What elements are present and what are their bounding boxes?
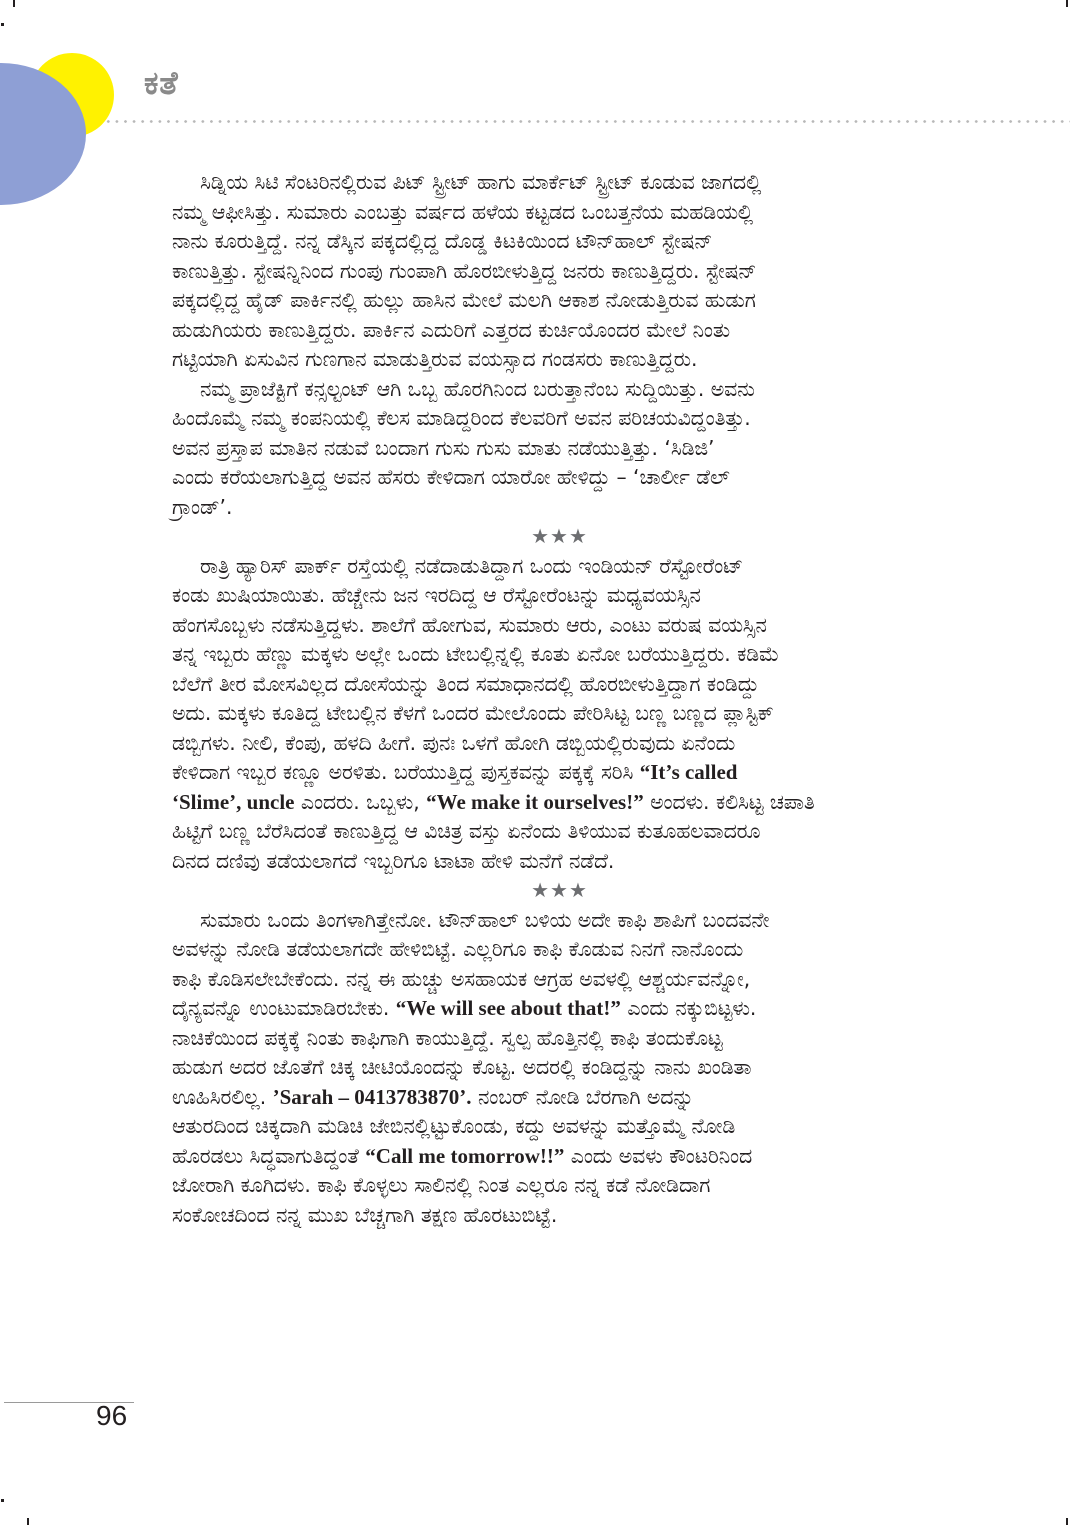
page-number: 96 [96, 1400, 128, 1431]
section-title: ಕತೆ [144, 64, 179, 102]
section-break-stars: ★★★ [531, 878, 588, 902]
text-line: ಗಟ್ಟಿಯಾಗಿ ಏಸುವಿನ ಗುಣಗಾನ ಮಾಡುತ್ತಿರುವ ವಯಸ್ಸಾದ ಗಂಡಸರು ಕಾಣುತ್ತಿದ್ದರು. [172, 347, 698, 371]
text-line: ಕಾಫಿ ಕೊಡಿಸಲೇಬೇಕೆಂದು. ನನ್ನ ಈ ಹುಚ್ಚು ಅಸಹಾಯಕ ಆಗ್ರಹ ಅವಳಲ್ಲಿ ಆಶ್ಚರ್ಯವನ್ನೋ, [172, 966, 751, 991]
paragraph-2 [172, 375, 947, 523]
text-line: ಹಿಟ್ಟಿಗೆ ಬಣ್ಣ ಬೆರೆಸಿದಂತೆ ಕಾಣುತ್ತಿದ್ದ ಆ ವಿಚಿತ್ರ ವಸ್ತು ಏನೆಂದು ತಿಳಿಯುವ ಕುತೂಹಲವಾದರೂ [172, 819, 761, 843]
dotted-divider [104, 120, 1070, 123]
paragraph-1 [172, 168, 947, 375]
paragraph-4 [172, 906, 947, 1231]
story-body [172, 168, 947, 1230]
text-run: ಎಂದು ನಕ್ಕುಬಿಟ್ಟಳು. [620, 996, 757, 1020]
text-line: ಹಿಂದೊಮ್ಮೆ ನಮ್ಮ ಕಂಪನಿಯಲ್ಲಿ ಕೆಲಸ ಮಾಡಿದ್ದರಿಂದ ಕೆಲವರಿಗೆ ಅವನ ಪರಿಚಯವಿದ್ದಂತಿತ್ತು. [172, 406, 751, 430]
text-run: ಊಹಿಸಿರಲಿಲ್ಲ. [172, 1084, 273, 1109]
crop-mark-bottom-right [1066, 1518, 1068, 1525]
text-run: ಹೊರಡಲು ಸಿದ್ಧವಾಗುತಿದ್ದಂತೆ [172, 1143, 366, 1168]
text-run: ಅಂದಳು. ಕಲಿಸಿಟ್ಟ ಚಪಾತಿ [643, 789, 815, 814]
text-line: ಹೆಂಗಸೊಬ್ಬಳು ನಡೆಸುತ್ತಿದ್ದಳು. ಶಾಲೆಗೆ ಹೋಗುವ, ಸುಮಾರು ಆರು, ಎಂಟು ವರುಷ ವಯಸ್ಸಿನ [172, 612, 767, 637]
crop-mark-left-lower [1, 1499, 4, 1502]
text-run: ಕೇಳಿದಾಗ ಇಬ್ಬರ ಕಣ್ಣೂ ಅರಳಿತು. ಬರೆಯುತ್ತಿದ್ದ ಪುಸ್ತಕವನ್ನು ಪಕ್ಕಕ್ಕೆ ಸರಿಸಿ [172, 760, 640, 784]
text-line: ಜೋರಾಗಿ ಕೂಗಿದಳು. ಕಾಫಿ ಕೊಳ್ಳಲು ಸಾಲಿನಲ್ಲಿ ನಿಂತ ಎಲ್ಲರೂ ನನ್ನ ಕಡೆ ನೋಡಿದಾಗ [172, 1173, 711, 1197]
text-line: ಸಿಡ್ನಿಯ ಸಿಟಿ ಸೆಂಟರಿನಲ್ಲಿರುವ ಪಿಟ್ ಸ್ಟ್ರೀಟ್ ಹಾಗು ಮಾರ್ಕೆಟ್ ಸ್ಟ್ರೀಟ್ ಕೂಡುವ ಜಾಗದಲ್ಲಿ [200, 170, 762, 194]
text-line: ನಾಚಿಕೆಯಿಂದ ಪಕ್ಕಕ್ಕೆ ನಿಂತು ಕಾಫಿಗಾಗಿ ಕಾಯುತ್ತಿದ್ದೆ. ಸ್ವಲ್ಪ ಹೊತ್ತಿನಲ್ಲಿ ಕಾಫಿ ತಂದುಕೊಟ್ಟ [172, 1025, 723, 1050]
text-line [172, 758, 947, 788]
text-line: ಅದು. ಮಕ್ಕಳು ಕೂತಿದ್ದ ಟೇಬಲ್ಲಿನ ಕೆಳಗೆ ಒಂದರ ಮೇಲೊಂದು ಪೇರಿಸಿಟ್ಟ ಬಣ್ಣ ಬಣ್ಣದ ಪ್ಲಾಸ್ಟಿಕ್ [172, 701, 774, 725]
crop-mark-bottom-left [27, 1518, 29, 1525]
english-quote: “Call me tomorrow!!” [365, 1143, 565, 1168]
text-line: ನಮ್ಮ ಆಫೀಸಿತ್ತು. ಸುಮಾರು ಎಂಬತ್ತು ವರ್ಷದ ಹಳೆಯ ಕಟ್ಟಡದ ಒಂಬತ್ತನೆಯ ಮಹಡಿಯಲ್ಲಿ [172, 199, 754, 224]
english-quote: “We will see about that!” [395, 996, 621, 1020]
paragraph-3 [172, 552, 947, 877]
crop-mark-left-upper [1, 23, 4, 26]
text-line [172, 1142, 947, 1172]
text-line: ದಿನದ ದಣಿವು ತಡೆಯಲಾಗದೆ ಇಬ್ಬರಿಗೂ ಟಾಟಾ ಹೇಳಿ ಮನೆಗೆ ನಡೆದೆ. [172, 848, 615, 873]
text-line: ಬೆಲೆಗೆ ತೀರ ಮೋಸವಿಲ್ಲದ ದೋಸೆಯನ್ನು ತಿಂದ ಸಮಾಧಾನದಲ್ಲಿ ಹೊರಬೀಳುತ್ತಿದ್ದಾಗ ಕಂಡಿದ್ದು [172, 671, 760, 696]
text-line: ಸಂಕೋಚದಿಂದ ನನ್ನ ಮುಖ ಬೆಚ್ಚಗಾಗಿ ತಕ್ಷಣ ಹೊರಟುಬಿಟ್ಟೆ. [172, 1202, 558, 1227]
crop-mark-top-left [13, 0, 15, 7]
text-run: ದೈನ್ಯವನ್ನೊ ಉಂಟುಮಾಡಿರಬೇಕು. [172, 996, 396, 1020]
text-line: ಡಬ್ಬಿಗಳು. ನೀಲಿ, ಕೆಂಪು, ಹಳದಿ ಹೀಗೆ. ಪುನಃ ಒಳಗೆ ಹೋಗಿ ಡಬ್ಬಿಯಲ್ಲಿರುವುದು ಏನೆಂದು [172, 730, 736, 755]
text-line [172, 788, 947, 818]
crop-mark-top-right [1066, 0, 1068, 7]
text-line: ಗ್ರಾಂಡ್’. [172, 494, 233, 519]
text-run: ಎಂದರು. ಒಬ್ಬಳು, [294, 789, 427, 814]
text-line [172, 994, 947, 1024]
english-phone-note: ’Sarah – 0413783870’. [272, 1084, 472, 1109]
english-quote: ‘Slime’, uncle [172, 789, 295, 814]
text-line: ಹುಡುಗಿಯರು ಕಾಣುತ್ತಿದ್ದರು. ಪಾರ್ಕಿನ ಎದುರಿಗೆ ಎತ್ತರದ ಕುರ್ಚಿಯೊಂದರ ಮೇಲೆ ನಿಂತು [172, 317, 731, 342]
text-line [172, 1083, 947, 1113]
text-line: ಕಾಣುತ್ತಿತ್ತು. ಸ್ಟೇಷನ್ನಿನಿಂದ ಗುಂಪು ಗುಂಪಾಗಿ ಹೊರಬೀಳುತ್ತಿದ್ದ ಜನರು ಕಾಣುತ್ತಿದ್ದರು. ಸ್ಟೇಷನ್ [172, 258, 757, 283]
text-line: ರಾತ್ರಿ ಹ್ಯಾರಿಸ್ ಪಾರ್ಕ್ ರಸ್ತೆಯಲ್ಲಿ ನಡೆದಾಡುತಿದ್ದಾಗ ಒಂದು ಇಂಡಿಯನ್ ರೆಸ್ಟೋರೆಂಟ್ [200, 553, 744, 578]
text-line: ಅವನ ಪ್ರಸ್ತಾಪ ಮಾತಿನ ನಡುವೆ ಬಂದಾಗ ಗುಸು ಗುಸು ಮಾತು ನಡೆಯುತ್ತಿತ್ತು. ‘ಸಿಡಿಜಿ’ [172, 435, 715, 460]
text-line: ಹುಡುಗ ಅದರ ಜೊತೆಗೆ ಚಿಕ್ಕ ಚೀಟಿಯೊಂದನ್ನು ಕೊಟ್ಟ. ಅದರಲ್ಲಿ ಕಂಡಿದ್ದನ್ನು ನಾನು ಖಂಡಿತಾ [172, 1055, 752, 1079]
section-break-stars: ★★★ [531, 524, 588, 548]
text-line: ಪಕ್ಕದಲ್ಲಿದ್ದ ಹೈಡ್ ಪಾರ್ಕಿನಲ್ಲಿ ಹುಲ್ಲು ಹಾಸಿನ ಮೇಲೆ ಮಲಗಿ ಆಕಾಶ ನೋಡುತ್ತಿರುವ ಹುಡುಗ [172, 288, 756, 312]
text-line: ಎಂದು ಕರೆಯಲಾಗುತ್ತಿದ್ದ ಅವನ ಹೆಸರು ಕೇಳಿದಾಗ ಯಾರೋ ಹೇಳಿದ್ದು – ‘ಚಾರ್ಲೀ ಡೆಲ್ [172, 465, 730, 489]
text-run: ಎಂದು ಅವಳು ಕೌಂಟರಿನಿಂದ [564, 1143, 753, 1168]
text-run: ನಂಬರ್ ನೋಡಿ ಬೆರಗಾಗಿ ಅದನ್ನು [471, 1084, 694, 1109]
english-quote: “We make it ourselves!” [426, 789, 644, 814]
text-line: ಅವಳನ್ನು ನೋಡಿ ತಡೆಯಲಾಗದೇ ಹೇಳಿಬಿಟ್ಟೆ. ಎಲ್ಲರಿಗೂ ಕಾಫಿ ಕೊಡುವ ನಿನಗೆ ನಾನೊಂದು [172, 937, 744, 961]
text-line: ಆತುರದಿಂದ ಚಿಕ್ಕದಾಗಿ ಮಡಿಚಿ ಜೇಬಿನಲ್ಲಿಟ್ಟುಕೊಂಡು, ಕದ್ದು ಅವಳನ್ನು ಮತ್ತೊಮ್ಮೆ ನೋಡಿ [172, 1114, 736, 1138]
text-line: ನಮ್ಮ ಪ್ರಾಜೆಕ್ಟಿಗೆ ಕನ್ಸಲ್ಟಂಟ್ ಆಗಿ ಒಬ್ಬ ಹೊರಗಿನಿಂದ ಬರುತ್ತಾನೆಂಬ ಸುದ್ದಿಯಿತ್ತು. ಅವನು [200, 376, 755, 401]
text-line: ನಾನು ಕೂರುತ್ತಿದ್ದೆ. ನನ್ನ ಡೆಸ್ಕಿನ ಪಕ್ಕದಲ್ಲಿದ್ದ ದೊಡ್ಡ ಕಿಟಕಿಯಿಂದ ಟೌನ್‌ಹಾಲ್ ಸ್ಟೇಷನ್ [172, 229, 713, 253]
text-line: ಸುಮಾರು ಒಂದು ತಿಂಗಳಾಗಿತ್ತೇನೋ. ಟೌನ್‌ಹಾಲ್ ಬಳಿಯ ಅದೇ ಕಾಫಿ ಶಾಪಿಗೆ ಬಂದವನೇ [200, 907, 770, 932]
text-line: ಕಂಡು ಖುಷಿಯಾಯಿತು. ಹೆಚ್ಚೇನು ಜನ ಇರದಿದ್ದ ಆ ರೆಸ್ಟೋರೆಂಟನ್ನು ಮಧ್ಯವಯಸ್ಸಿನ [172, 583, 701, 607]
english-quote: “It’s called [639, 760, 738, 784]
text-line: ತನ್ನ ಇಬ್ಬರು ಹೆಣ್ಣು ಮಕ್ಕಳು ಅಲ್ಲೇ ಒಂದು ಟೇಬಲ್ಲಿನ್ನಲ್ಲಿ ಕೂತು ಏನೋ ಬರೆಯುತ್ತಿದ್ದರು. ಕಡಿಮೆ [172, 642, 780, 666]
